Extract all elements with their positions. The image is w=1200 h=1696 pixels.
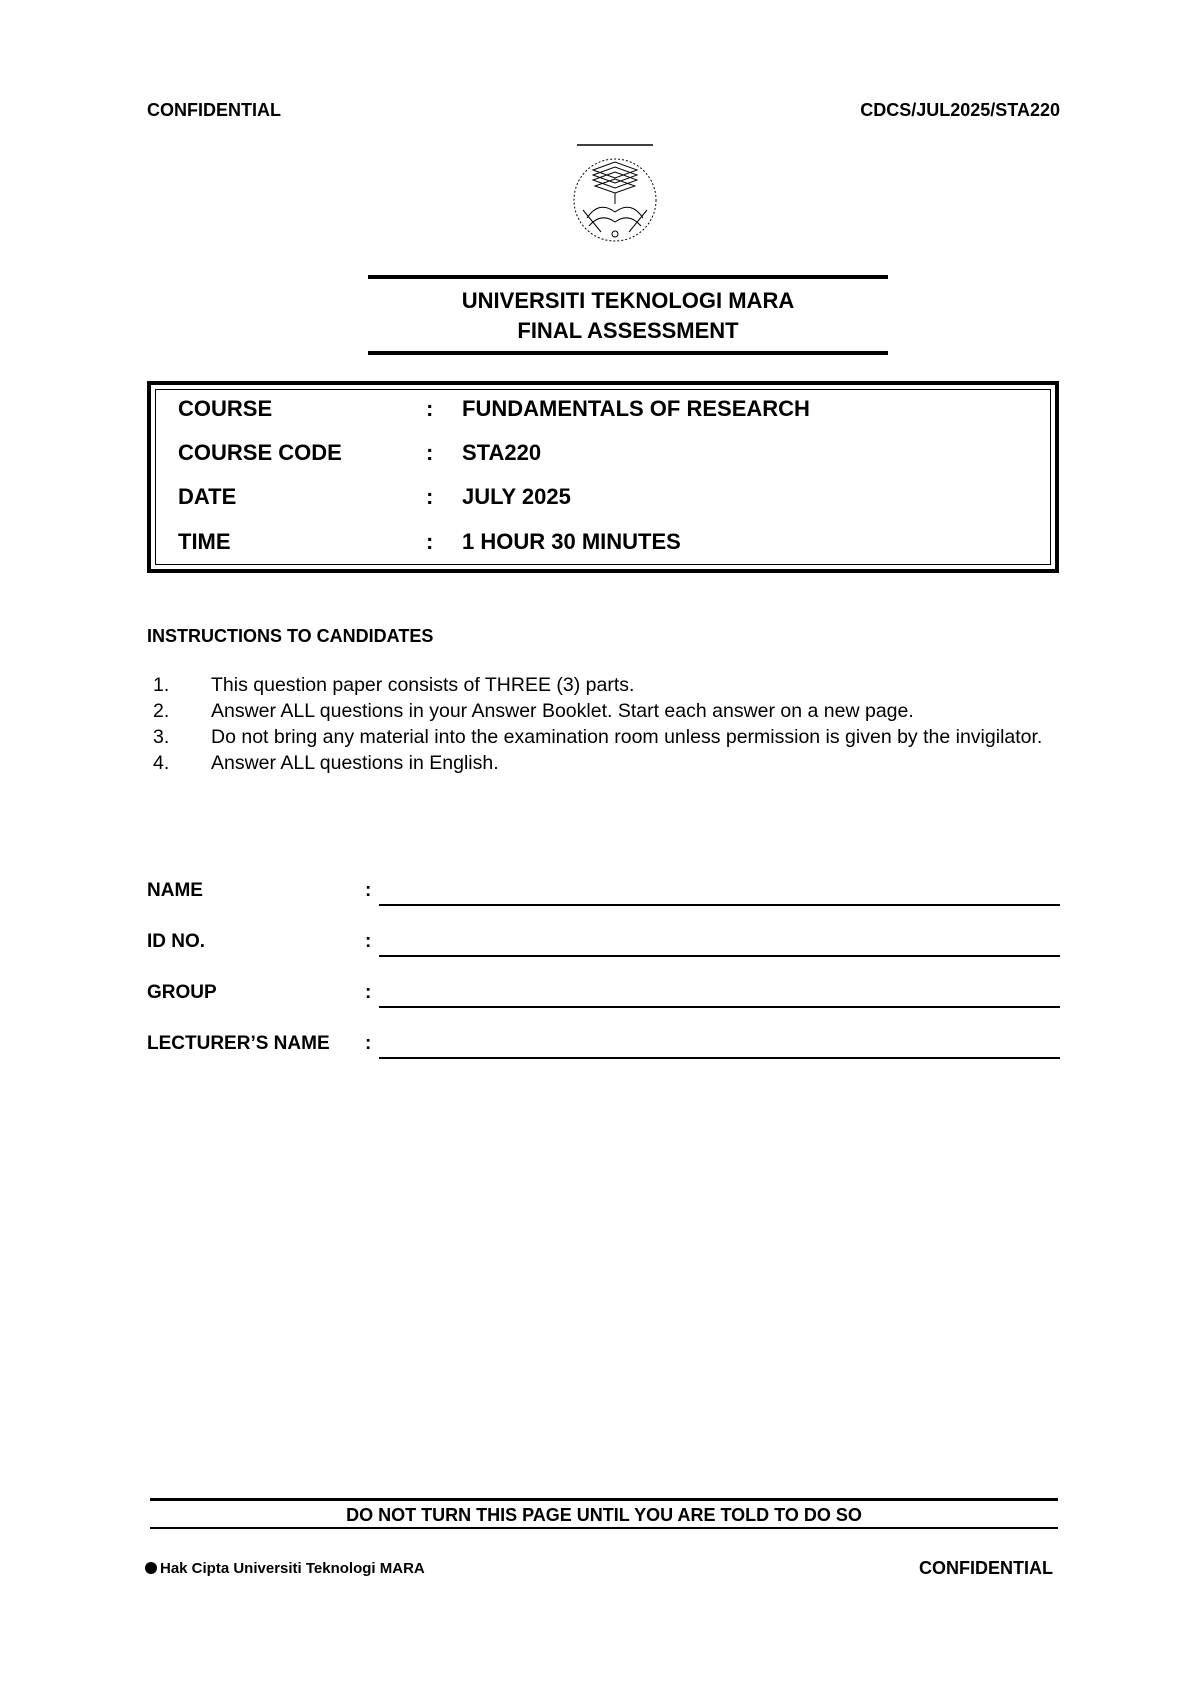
name-field[interactable] bbox=[147, 880, 1060, 908]
copyright-text: Hak Cipta Universiti Teknologi MARA bbox=[160, 1560, 425, 1577]
group-field[interactable] bbox=[147, 982, 1060, 1010]
instruction-number: 1. bbox=[153, 674, 170, 696]
course-code-label: COURSE CODE bbox=[178, 440, 342, 465]
assessment-title: FINAL ASSESSMENT bbox=[517, 318, 739, 343]
instruction-item bbox=[147, 750, 1077, 776]
course-code-row bbox=[156, 440, 1050, 470]
footer-notice: DO NOT TURN THIS PAGE UNTIL YOU ARE TOLD TO DO SO bbox=[346, 1505, 862, 1525]
course-code-value: STA220 bbox=[462, 440, 542, 465]
course-colon: : bbox=[426, 396, 434, 421]
instruction-number: 4. bbox=[153, 752, 170, 774]
date-label: DATE bbox=[178, 484, 237, 509]
header-reference-code: CDCS/JUL2025/STA220 bbox=[860, 100, 1060, 120]
instruction-item bbox=[147, 672, 1077, 698]
instruction-text: Answer ALL questions in your Answer Booklet. Start each answer on a new page. bbox=[211, 700, 914, 722]
lecturer-name-field-line[interactable] bbox=[379, 1057, 1060, 1059]
time-value: 1 HOUR 30 MINUTES bbox=[462, 529, 681, 554]
course-value: FUNDAMENTALS OF RESEARCH bbox=[462, 396, 810, 421]
instruction-item bbox=[147, 698, 1077, 724]
footer-top-rule bbox=[150, 1498, 1058, 1501]
instruction-text: Do not bring any material into the examination room unless permission is given by the invigilator. bbox=[211, 726, 1043, 748]
date-colon: : bbox=[426, 484, 434, 509]
course-details-box bbox=[147, 381, 1059, 573]
instruction-text: Answer ALL questions in English. bbox=[211, 752, 499, 774]
lecturer-name-field-colon: : bbox=[365, 1033, 372, 1054]
copyright-icon bbox=[145, 1562, 157, 1574]
instructions-heading: INSTRUCTIONS TO CANDIDATES bbox=[147, 626, 434, 646]
id-no-field-line[interactable] bbox=[379, 955, 1060, 957]
footer-bottom-rule bbox=[150, 1527, 1058, 1529]
name-field-colon: : bbox=[365, 880, 372, 901]
id-no-field-label: ID NO. bbox=[147, 931, 206, 952]
id-no-field-colon: : bbox=[365, 931, 372, 952]
date-row bbox=[156, 484, 1050, 514]
course-label: COURSE bbox=[178, 396, 273, 421]
university-name: UNIVERSITI TEKNOLOGI MARA bbox=[461, 288, 795, 313]
lecturer-name-field[interactable] bbox=[147, 1033, 1060, 1061]
title-bottom-rule bbox=[368, 351, 888, 355]
header-confidential: CONFIDENTIAL bbox=[147, 100, 281, 120]
date-value: JULY 2025 bbox=[462, 484, 571, 509]
group-field-label: GROUP bbox=[147, 982, 217, 1003]
instructions-list bbox=[147, 672, 1077, 776]
instruction-number: 3. bbox=[153, 726, 170, 748]
time-label: TIME bbox=[178, 529, 231, 554]
lecturer-name-field-label: LECTURER’S NAME bbox=[147, 1033, 330, 1054]
name-field-line[interactable] bbox=[379, 904, 1060, 906]
instruction-number: 2. bbox=[153, 700, 170, 722]
instruction-item bbox=[147, 724, 1077, 750]
uitm-crest-icon bbox=[565, 142, 665, 254]
footer-confidential: CONFIDENTIAL bbox=[919, 1558, 1053, 1578]
id-no-field[interactable] bbox=[147, 931, 1060, 959]
copyright-notice bbox=[145, 1560, 425, 1577]
course-code-colon: : bbox=[426, 440, 434, 465]
time-colon: : bbox=[426, 529, 434, 554]
instruction-text: This question paper consists of THREE (3) parts. bbox=[211, 674, 635, 696]
group-field-colon: : bbox=[365, 982, 372, 1003]
group-field-line[interactable] bbox=[379, 1006, 1060, 1008]
time-row bbox=[156, 529, 1050, 559]
name-field-label: NAME bbox=[147, 880, 203, 901]
course-row bbox=[156, 396, 1050, 426]
title-top-rule bbox=[368, 275, 888, 279]
